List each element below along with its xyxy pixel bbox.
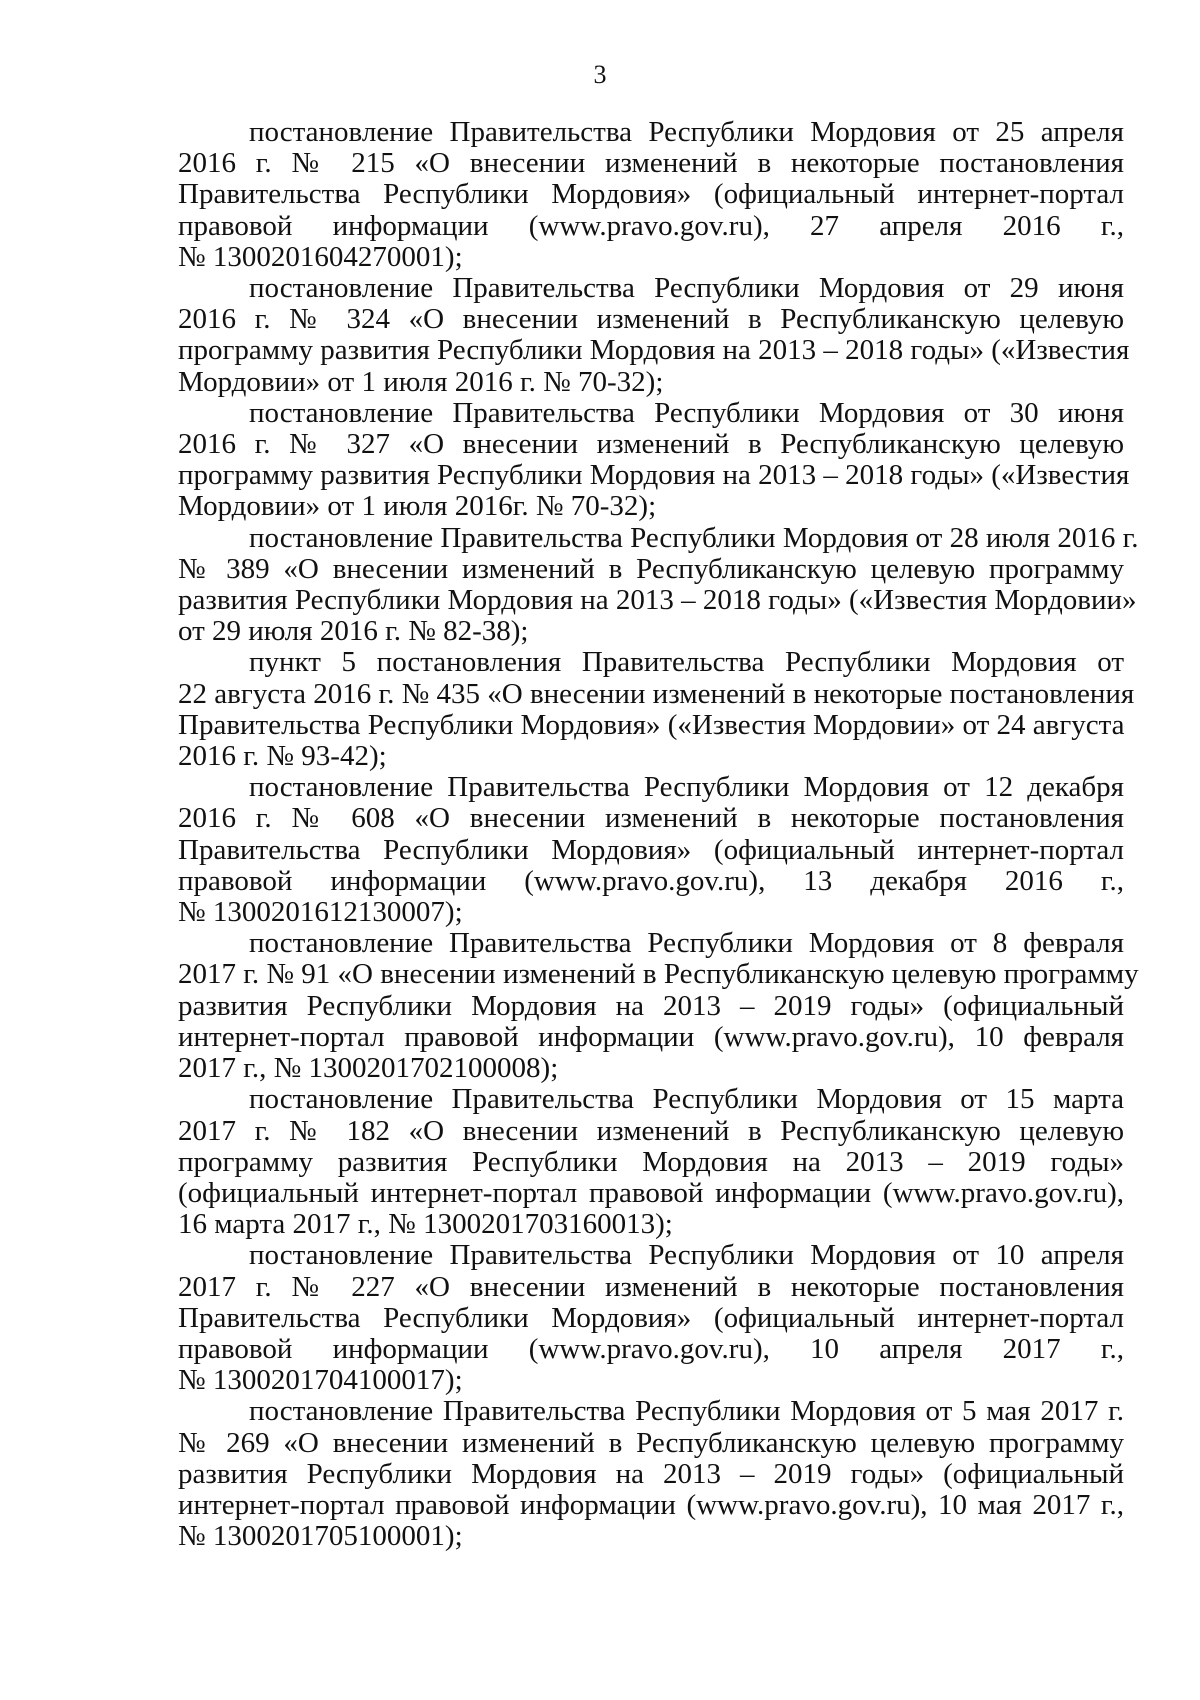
list-item-paragraph (178, 396, 1130, 523)
paragraph-line: Мордовии» от 1 июля 2016 г. № 70-32); (178, 365, 664, 398)
paragraph-line: 2017 г. № 227 «О внесении изменений в некоторые постановления (178, 1270, 1124, 1303)
paragraph-line: (официальный интернет-портал правовой информации (www.pravo.gov.ru), (178, 1176, 1124, 1209)
paragraph-line: 16 марта 2017 г., № 1300201703160013); (178, 1208, 673, 1241)
paragraph-line: № 269 «О внесении изменений в Республиканскую целевую программу (178, 1426, 1124, 1459)
list-item-paragraph (178, 646, 1135, 773)
document-body (178, 116, 1139, 1553)
paragraph-line: программу развития Республики Мордовия на 2013 – 2019 годы» (178, 1145, 1124, 1178)
list-item-paragraph (178, 272, 1130, 398)
paragraph-line: Правительства Республики Мордовия» (официальный интернет-портал (178, 833, 1124, 866)
paragraph-line: Мордовии» от 1 июля 2016г. № 70-32); (178, 490, 657, 523)
paragraph-line: № 1300201704100017); (178, 1364, 463, 1397)
paragraph-line: постановление Правительства Республики Мордовия от 12 декабря (249, 771, 1124, 804)
list-item-paragraph (178, 1084, 1124, 1240)
paragraph-line: развития Республики Мордовия на 2013 – 2019 годы» (официальный (178, 1457, 1124, 1490)
list-item-paragraph (178, 772, 1124, 928)
paragraph-line: 2017 г. № 182 «О внесении изменений в Республиканскую целевую (178, 1114, 1124, 1147)
paragraph-line: постановление Правительства Республики Мордовия от 30 июня (249, 396, 1124, 429)
paragraph-line: постановление Правительства Республики Мордовия от 15 марта (249, 1083, 1124, 1116)
paragraph-line: постановление Правительства Республики Мордовия от 29 июня (249, 272, 1124, 305)
paragraph-line: постановление Правительства Республики Мордовия от 5 мая 2017 г. (249, 1395, 1124, 1428)
paragraph-line: правовой информации (www.pravo.gov.ru), 13 декабря 2016 г., (178, 864, 1124, 897)
list-item-paragraph (178, 117, 1124, 273)
paragraph-line: постановление Правительства Республики Мордовия от 25 апреля (249, 116, 1124, 148)
list-item-paragraph (178, 1240, 1124, 1396)
paragraph-line: 2016 г. № 324 «О внесении изменений в Республиканскую целевую (178, 303, 1124, 336)
paragraph-line: 2016 г. № 215 «О внесении изменений в некоторые постановления (178, 147, 1124, 180)
paragraph-line: от 29 июля 2016 г. № 82-38); (178, 615, 529, 648)
paragraph-line: Правительства Республики Мордовия» (официальный интернет-портал (178, 178, 1124, 211)
paragraph-line: № 1300201604270001); (178, 240, 463, 273)
paragraph-line: программу развития Республики Мордовия на 2013 – 2018 годы» («Известия (178, 334, 1130, 367)
paragraph-line: № 1300201705100001); (178, 1520, 463, 1553)
paragraph-line: программу развития Республики Мордовия на 2013 – 2018 годы» («Известия (178, 459, 1130, 492)
paragraph-line: пункт 5 постановления Правительства Республики Мордовия от (249, 646, 1124, 679)
paragraph-line: № 389 «О внесении изменений в Республиканскую целевую программу (178, 552, 1124, 585)
paragraph-line: 2017 г. № 91 «О внесении изменений в Республиканскую целевую программу (178, 958, 1139, 991)
paragraph-line: интернет-портал правовой информации (www.pravo.gov.ru), 10 февраля (178, 1020, 1124, 1053)
paragraph-line: развития Республики Мордовия на 2013 – 2018 годы» («Известия Мордовии» (178, 584, 1137, 617)
list-item-paragraph (178, 1396, 1124, 1552)
paragraph-line: постановление Правительства Республики Мордовия от 28 июля 2016 г. (249, 521, 1139, 554)
paragraph-line: 2016 г. № 327 «О внесении изменений в Республиканскую целевую (178, 428, 1124, 461)
paragraph-line: постановление Правительства Республики Мордовия от 10 апреля (249, 1239, 1124, 1272)
paragraph-line: № 1300201612130007); (178, 896, 463, 929)
paragraph-line: Правительства Республики Мордовия» (официальный интернет-портал (178, 1301, 1124, 1334)
paragraph-line: развития Республики Мордовия на 2013 – 2019 годы» (официальный (178, 989, 1124, 1022)
paragraph-line: 2017 г., № 1300201702100008); (178, 1052, 559, 1085)
paragraph-line: 2016 г. № 608 «О внесении изменений в некоторые постановления (178, 802, 1124, 835)
paragraph-line: правовой информации (www.pravo.gov.ru), 10 апреля 2017 г., (178, 1332, 1124, 1365)
paragraph-line: Правительства Республики Мордовия» («Известия Мордовии» от 24 августа (178, 708, 1125, 741)
paragraph-line: правовой информации (www.pravo.gov.ru), 27 апреля 2016 г., (178, 209, 1124, 242)
list-item-paragraph (178, 927, 1139, 1085)
paragraph-line: 22 августа 2016 г. № 435 «О внесении изменений в некоторые постановления (178, 677, 1135, 710)
paragraph-line: интернет-портал правовой информации (www.pravo.gov.ru), 10 мая 2017 г., (178, 1488, 1124, 1521)
list-item-paragraph (178, 521, 1139, 648)
paragraph-line: 2016 г. № 93-42); (178, 740, 387, 773)
page-number: 3 (593, 60, 607, 89)
paragraph-line: постановление Правительства Республики Мордовия от 8 февраля (249, 927, 1124, 960)
